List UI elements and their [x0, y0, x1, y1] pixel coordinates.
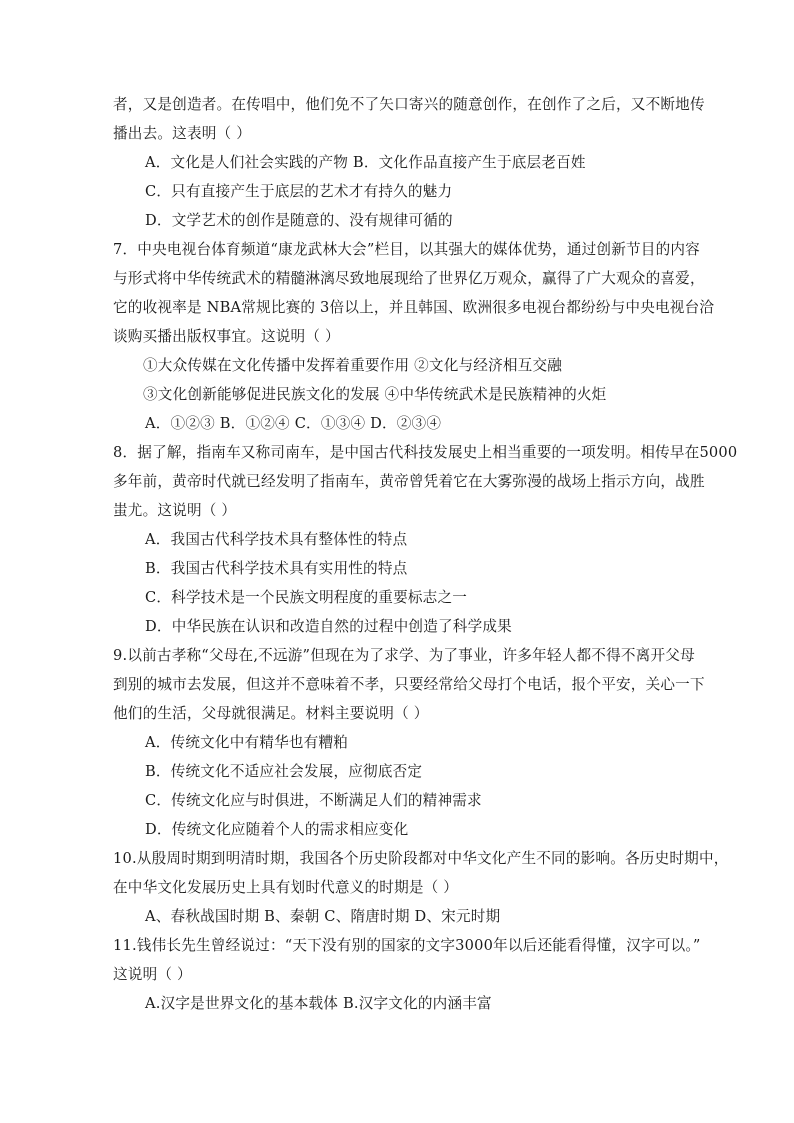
q10-stem-line-2: 在中华文化发展历史上具有划时代意义的时期是（ ）: [113, 879, 459, 896]
q6-options-ab: A．文化是人们社会实践的产物 B．文化作品直接产生于底层老百姓: [145, 154, 586, 171]
q9-option-a: A．传统文化中有精华也有糟粕: [145, 734, 349, 751]
q11-options-ab: A.汉字是世界文化的基本载体 B.汉字文化的内涵丰富: [145, 995, 492, 1012]
q8-stem-line-2: 多年前，黄帝时代就已经发明了指南车，黄帝曾凭着它在大雾弥漫的战场上指示方向，战胜: [113, 473, 705, 490]
q10-stem-line-1: 10.从殷周时期到明清时期，我国各个历史阶段都对中华文化产生不同的影响。各历史时期中，: [113, 850, 729, 867]
q9-stem-line-3: 他们的生活，父母就很满足。材料主要说明（ ）: [113, 705, 429, 722]
q11-stem-line-2: 这说明（ ）: [113, 966, 192, 983]
q7-stem-line-4: 谈购买播出版权事宜。这说明（ ）: [113, 328, 340, 345]
q8-stem-line-1: 8．据了解，指南车又称司南车，是中国古代科技发展史上相当重要的一项发明。相传早在5000: [113, 444, 738, 461]
q9-option-d: D．传统文化应随着个人的需求相应变化: [145, 821, 409, 838]
q8-option-c: C．科学技术是一个民族文明程度的重要标志之一: [145, 589, 468, 606]
q7-stem-line-1: 7．中央电视台体育频道“康龙武林大会”栏目，以其强大的媒体优势，通过创新节目的内容: [113, 241, 700, 258]
q7-statements-3-4: ③文化创新能够促进民族文化的发展 ④中华传统武术是民族精神的火炬: [143, 386, 607, 403]
q6-option-c: C．只有直接产生于底层的艺术才有持久的魅力: [145, 183, 453, 200]
q8-stem-line-3: 蚩尤。这说明（ ）: [113, 502, 237, 519]
q8-option-a: A．我国古代科学技术具有整体性的特点: [145, 531, 408, 548]
q8-option-d: D．中华民族在认识和改造自然的过程中创造了科学成果: [145, 618, 512, 635]
q7-statements-1-2: ①大众传媒在文化传播中发挥着重要作用 ②文化与经济相互交融: [143, 357, 563, 374]
q7-options: A．①②③ B．①②④ C．①③④ D．②③④: [145, 415, 442, 432]
q11-stem-line-1: 11.钱伟长先生曾经说过：“天下没有别的国家的文字3000年以后还能看得懂，汉字可以。”: [113, 937, 701, 954]
q9-option-c: C．传统文化应与时俱进，不断满足人们的精神需求: [145, 792, 482, 809]
q10-options: A、春秋战国时期 B、秦朝 C、隋唐时期 D、宋元时期: [145, 908, 501, 925]
q7-stem-line-2: 与形式将中华传统武术的精髓淋漓尽致地展现给了世界亿万观众，赢得了广大观众的喜爱，: [113, 270, 705, 287]
q9-stem-line-2: 到别的城市去发展，但这并不意味着不孝，只要经常给父母打个电话，报个平安，关心一下: [113, 676, 705, 693]
q9-stem-line-1: 9.以前古孝称“父母在,不远游”但现在为了求学、为了事业，许多年轻人都不得不离开父母: [113, 647, 695, 664]
q8-option-b: B．我国古代科学技术具有实用性的特点: [145, 560, 408, 577]
q6-stem-line-2: 播出去。这表明（ ）: [113, 125, 251, 142]
q6-option-d: D．文学艺术的创作是随意的、没有规律可循的: [145, 212, 453, 229]
q9-option-b: B．传统文化不适应社会发展，应彻底否定: [145, 763, 423, 780]
q6-stem-line-1: 者，又是创造者。在传唱中，他们免不了矢口寄兴的随意创作，在创作了之后，又不断地传: [113, 96, 705, 113]
q7-stem-line-3: 它的收视率是 NBA常规比赛的 3倍以上，并且韩国、欧洲很多电视台都纷纷与中央电视台洽: [113, 299, 715, 316]
